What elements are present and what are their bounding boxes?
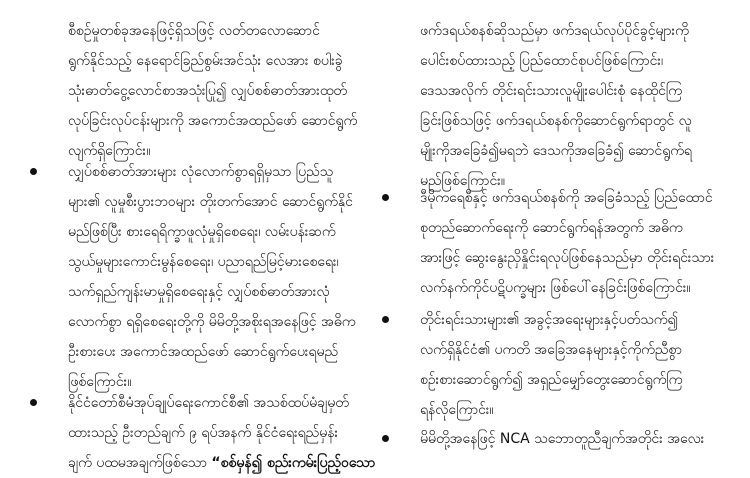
text-line: သက်ရှည်ကျန်းမာမှုရှိစေရေးနှင့် လျှပ်စစ်ဓာတ်အားလုံ [68, 284, 330, 300]
text-line: သွယ်မှုများကောင်းမွန်စေရေး၊ ပညာရည်မြင့်မားစေရေး၊ [68, 254, 339, 270]
text-line: ဒီမိုကရေစီနှင့် ဖက်ဒရယ်စနစ်ကို အခြေခံသည့် ပြည်ထောင် [420, 190, 713, 206]
bullet-icon [382, 316, 389, 323]
right-item-1-continued [420, 0, 722, 196]
text-line: မည်ဖြစ်ကြောင်း။ [420, 173, 505, 189]
bullet-icon [382, 194, 389, 201]
text-line: စီစဉ်မှုတစ်ခုအနေဖြင့်ရှိသဖြင့် လတ်တလောဆောင် [68, 23, 320, 39]
text-line: လက်နက်ကိုင်ပဋိပက္ခများ ဖြစ်ပေါ်နေခြင်းဖြစ်ကြောင်း။ [420, 280, 691, 296]
text-line: လျက်ရှိကြောင်း။ [68, 143, 151, 159]
text-line: ဦးစားပေး အကောင်အထည်ဖော် ဆောင်ရွက်ပေးရမည် [68, 344, 339, 360]
text-fragment: ချက် ပထမအချက်ဖြစ်သော [68, 455, 207, 471]
text-line: ရွက်နိုင်သည့် နေရောင်ခြည်စွမ်းအင်သုံး လေအား စပါးခွဲ [68, 53, 343, 69]
right-item-4 [420, 424, 722, 454]
text-line: ထားသည့် ဦးတည်ချက် ၉ ရပ်အနက် နိုင်ငံရေးရည်မှန်း [68, 425, 339, 441]
right-item-3 [420, 305, 722, 425]
text-line: အားဖြင့် ဆွေးနွေးညှိနှိုင်းရလုပ်ဖြစ်နေသည်မှာ တိုင်းရင်းသား [420, 250, 715, 266]
bullet-icon [382, 435, 389, 442]
text-line: ဒေသအလိုက် တိုင်းရင်းသားလူမျိုးပေါင်းစုံ နေထိုင်ကြ [420, 83, 682, 99]
text-line: စဉ်းစားဆောင်ရွက်၍ အရှည်မျှော်တွေးဆောင်ရွက်ကြ [420, 372, 683, 388]
text-line: တိုင်းရင်းသားများ၏ အခွင့်အရေးများနှင့်ပတ်သက်၍ [420, 312, 678, 328]
text-line: ဖြစ်ကြောင်း။ [68, 374, 132, 390]
text-line: လုပ်ခြင်းလုပ်ငန်းများကို အကောင်အထည်ဖော် ဆောင်ရွက် [68, 113, 358, 129]
text-line [420, 0, 722, 16]
text-line: လျှပ်စစ်ဓာတ်အားများ လုံလောက်စွာရရှိမှသာ ပြည်သူ [68, 164, 334, 180]
text-line: ပေါင်းစပ်ထားသည့် ပြည်ထောင်စုပင်ဖြစ်ကြောင်း၊ [420, 53, 664, 69]
text-line: မိမိတို့အနေဖြင့် NCA သဘောတူညီချက်အတိုင်း အလေး [420, 431, 705, 447]
text-line: နိုင်ငံတော်စီမံအုပ်ချုပ်ရေးကောင်စီ၏ အသစ်ထပ်မံချမှတ် [68, 395, 349, 411]
left-item-3 [68, 388, 376, 471]
bold-quote: “စစ်မှန်၍ စည်းကမ်းပြည့်ဝသော [211, 455, 376, 471]
text-line: လက်ရှိနိုင်ငံ၏ ပကတိ အခြေအနေများနှင့်ကိုက်ညီစွာ [420, 342, 683, 358]
text-line: သုံးဓာတ်ငွေ့လောင်စာအသုံးပြု၍ လျှပ်စစ်ဓာတ်အားထုတ် [68, 83, 348, 99]
text-line: ဖက်ဒရယ်စနစ်ဆိုသည်မှာ ဖက်ဒရယ်လုပ်ပိုင်ခွင့်များကို [420, 23, 689, 39]
text-line: စုတည်ဆောက်ရေးကို ဆောင်ရွက်ရန်အတွက် အဓိက [420, 220, 683, 236]
bullet-icon [30, 399, 37, 406]
text-line: များ၏ လူမှုစီးပွားဘဝများ တိုးတက်အောင် ဆောင်ရွက်နိုင် [68, 194, 353, 210]
left-item-1-continued [68, 0, 370, 166]
text-line [68, 0, 370, 16]
text-line: ခြင်းဖြစ်သဖြင့် ဖက်ဒရယ်စနစ်ကိုဆောင်ရွက်ရာတွင် လူ [420, 113, 692, 129]
text-line: မျိုးကိုအခြေခံ၍မရဘဲ ဒေသကိုအခြေခံ၍ ဆောင်ရွက်ရ [420, 143, 692, 159]
text-line: ရန်လိုကြောင်း။ [420, 402, 494, 418]
text-line: လောက်စွာ ရရှိစေရေးတို့ကို မိမိတို့အစိုးရအနေဖြင့် အဓိက [68, 314, 356, 330]
text-line: မည်ဖြစ်ပြီး စားရေရိက္ခာဖူလုံမှုရှိစေရေး၊ လမ်းပန်းဆက် [68, 224, 336, 240]
right-item-2 [420, 183, 722, 303]
left-item-2 [68, 157, 370, 397]
text-line [68, 448, 376, 471]
bullet-icon [30, 168, 37, 175]
